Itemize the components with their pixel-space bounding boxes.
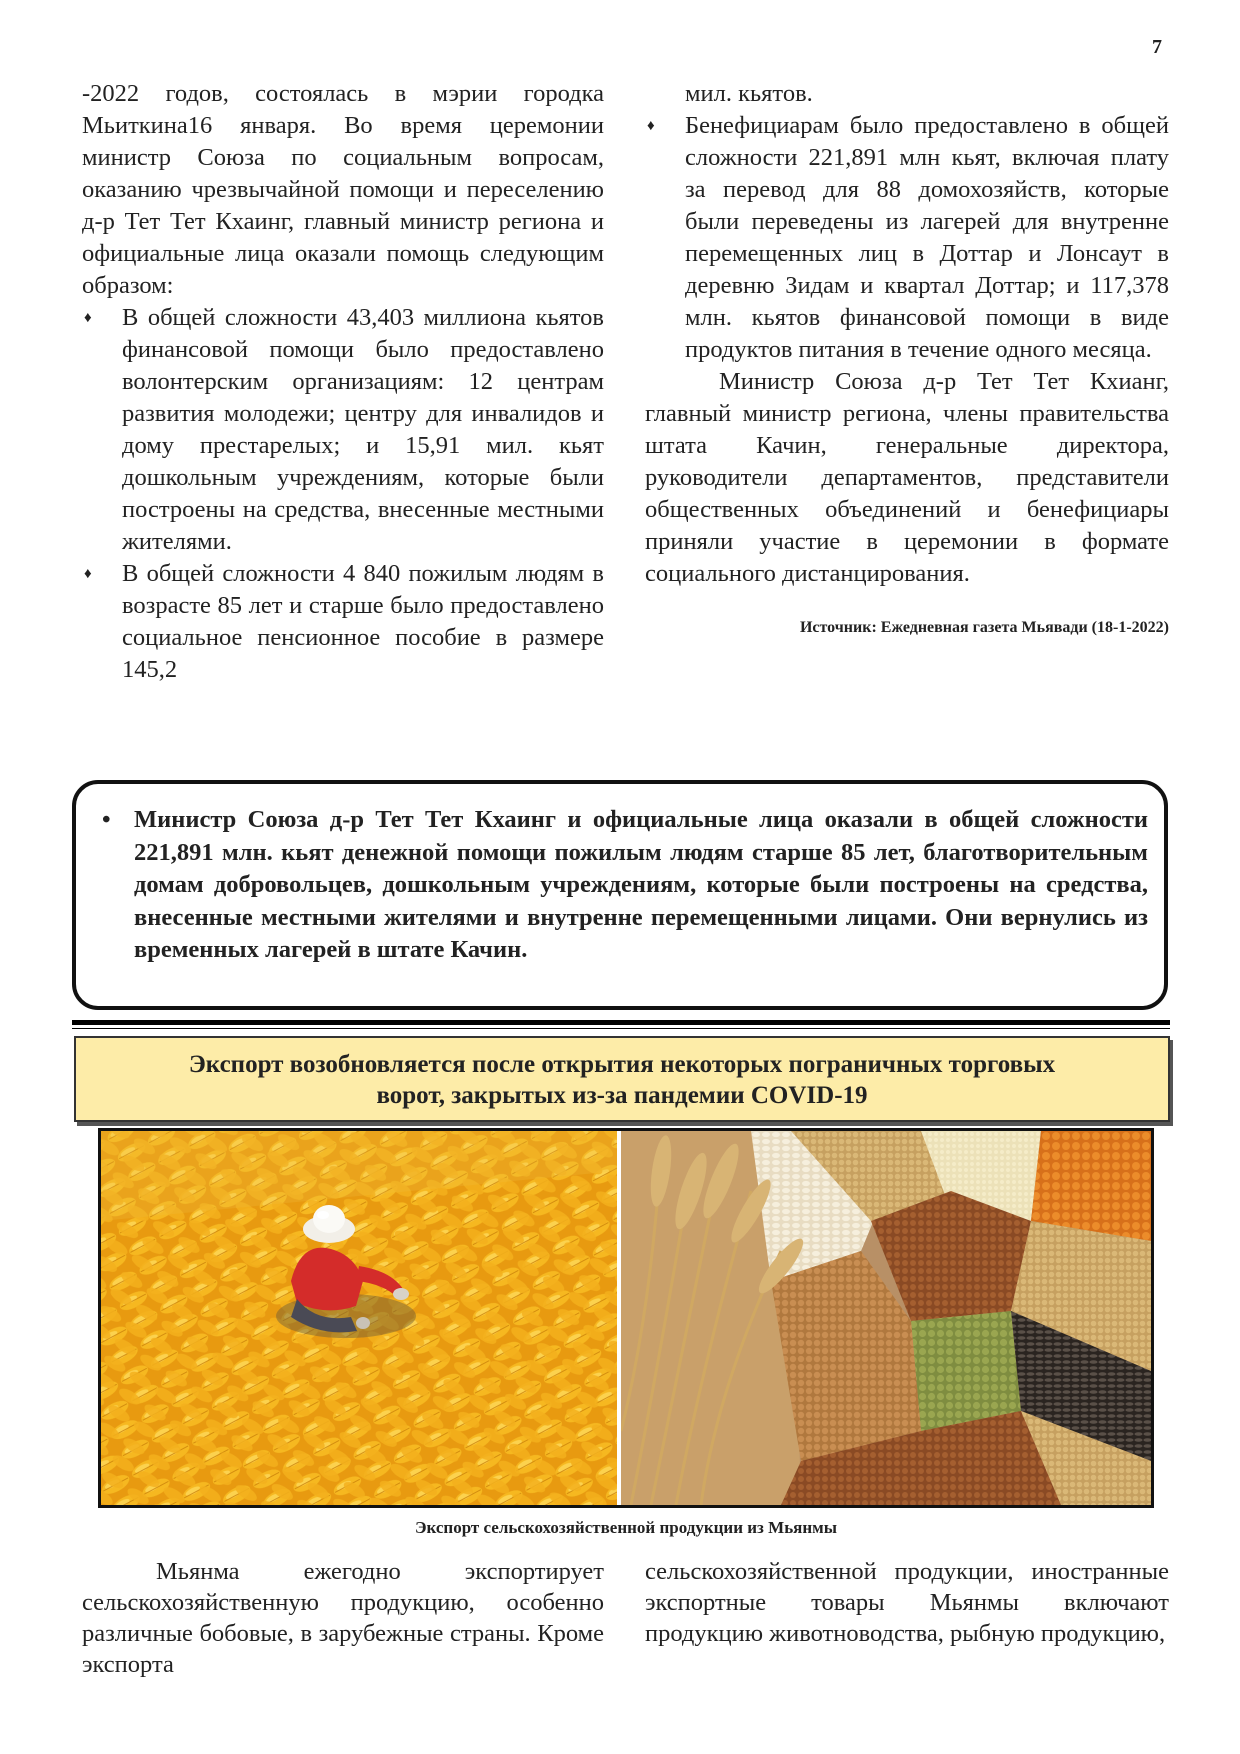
callout-text: Министр Союза д-р Тет Тет Кхаинг и официальные лица оказали в общей сложности 221,891 млн. кьят денежной помощи пожилым людям старше 85 лет, благотворительным домам добровольцев, дошкольным учреждениям, которые были построены на средства, внесенные местными жителями и внутренне перемещенными лицами. Они вернулись из временных лагерей в штате Качин. xyxy=(134,806,1148,963)
photo-caption: Экспорт сельскохозяйственной продукции из Мьянмы xyxy=(414,1518,838,1537)
list-item: ♦ В общей сложности 4 840 пожилым людям в возрасте 85 лет и старше было предоставлено социальное пенсионное пособие в размере 145,2 xyxy=(82,558,604,686)
page-number: 7 xyxy=(1152,36,1162,58)
article-headline xyxy=(74,1036,1170,1122)
article-photo xyxy=(98,1128,1154,1508)
bullet-icon: • xyxy=(102,806,111,833)
left-bullet-list xyxy=(82,302,604,686)
headline-line-1: Экспорт возобновляется после открытия некоторых пограничных торговых xyxy=(188,1051,1056,1078)
bottom-left-column xyxy=(82,1556,604,1680)
section-divider-thin xyxy=(72,1028,1170,1029)
list-item: ♦ В общей сложности 43,403 миллиона кьятов финансовой помощи было предоставлено волонтерским организациям: 12 центрам развития молодежи; центру для инвалидов и дому престарелых; и 15,91 мил. кьят дошкольным учреждениям, которые были построены на средства, внесенные местными жителями. xyxy=(82,302,604,558)
grains-and-seeds-photo-icon xyxy=(621,1131,1151,1505)
intro-paragraph: -2022 годов, состоялась в мэрии городка Мьиткина16 января. Во время церемонии министр Союза по социальным вопросам, оказанию чрезвычайной помощи и переселению д-р Тет Тет Кхаинг, главный министр региона и официальные лица оказали помощь следующим образом: xyxy=(82,80,604,299)
list-item: ♦ Бенефициарам было предоставлено в общей сложности 221,891 млн кьят, включая плату за перевод для 88 домохозяйств, которые были переведены из лагерей для внутренне перемещенных лиц в Доттар и Лонсаут в деревню Зидам и квартал Доттар; и 117,378 млн. кьятов финансовой помощи в виде продуктов питания в течение одного месяца. xyxy=(645,110,1169,366)
headline-line-2: ворот, закрытых из-за пандемии COVID-19 xyxy=(376,1082,868,1109)
source-note: Источник: Ежедневная газета Мьявади (18-1-2022) xyxy=(799,619,1169,636)
callout-item xyxy=(94,804,1148,967)
right-column xyxy=(645,78,1169,644)
corn-drying-photo-icon xyxy=(101,1131,617,1505)
bottom-right-column xyxy=(645,1556,1169,1649)
left-column xyxy=(82,78,604,686)
export-paragraph: Мьянма ежегодно экспортирует сельскохозяйственную продукцию, особенно различные бобовые, в зарубежные страны. Кроме экспорта xyxy=(82,1558,604,1678)
continuation-text: мил. кьятов. xyxy=(685,80,813,107)
section-divider xyxy=(72,1020,1170,1025)
export-paragraph-continued: сельскохозяйственной продукции, иностранные экспортные товары Мьянмы включают продукцию животноводства, рыбную продукцию, xyxy=(645,1558,1169,1647)
summary-callout-box xyxy=(72,780,1168,1010)
ceremony-paragraph: Министр Союза д-р Тет Тет Кхианг, главный министр региона, члены правительства штата Качин, генеральные директора, руководители департаментов, представители общественных объединений и бенефициары приняли участие в церемонии в формате социального дистанцирования. xyxy=(645,368,1169,587)
right-bullet-list xyxy=(645,110,1169,366)
